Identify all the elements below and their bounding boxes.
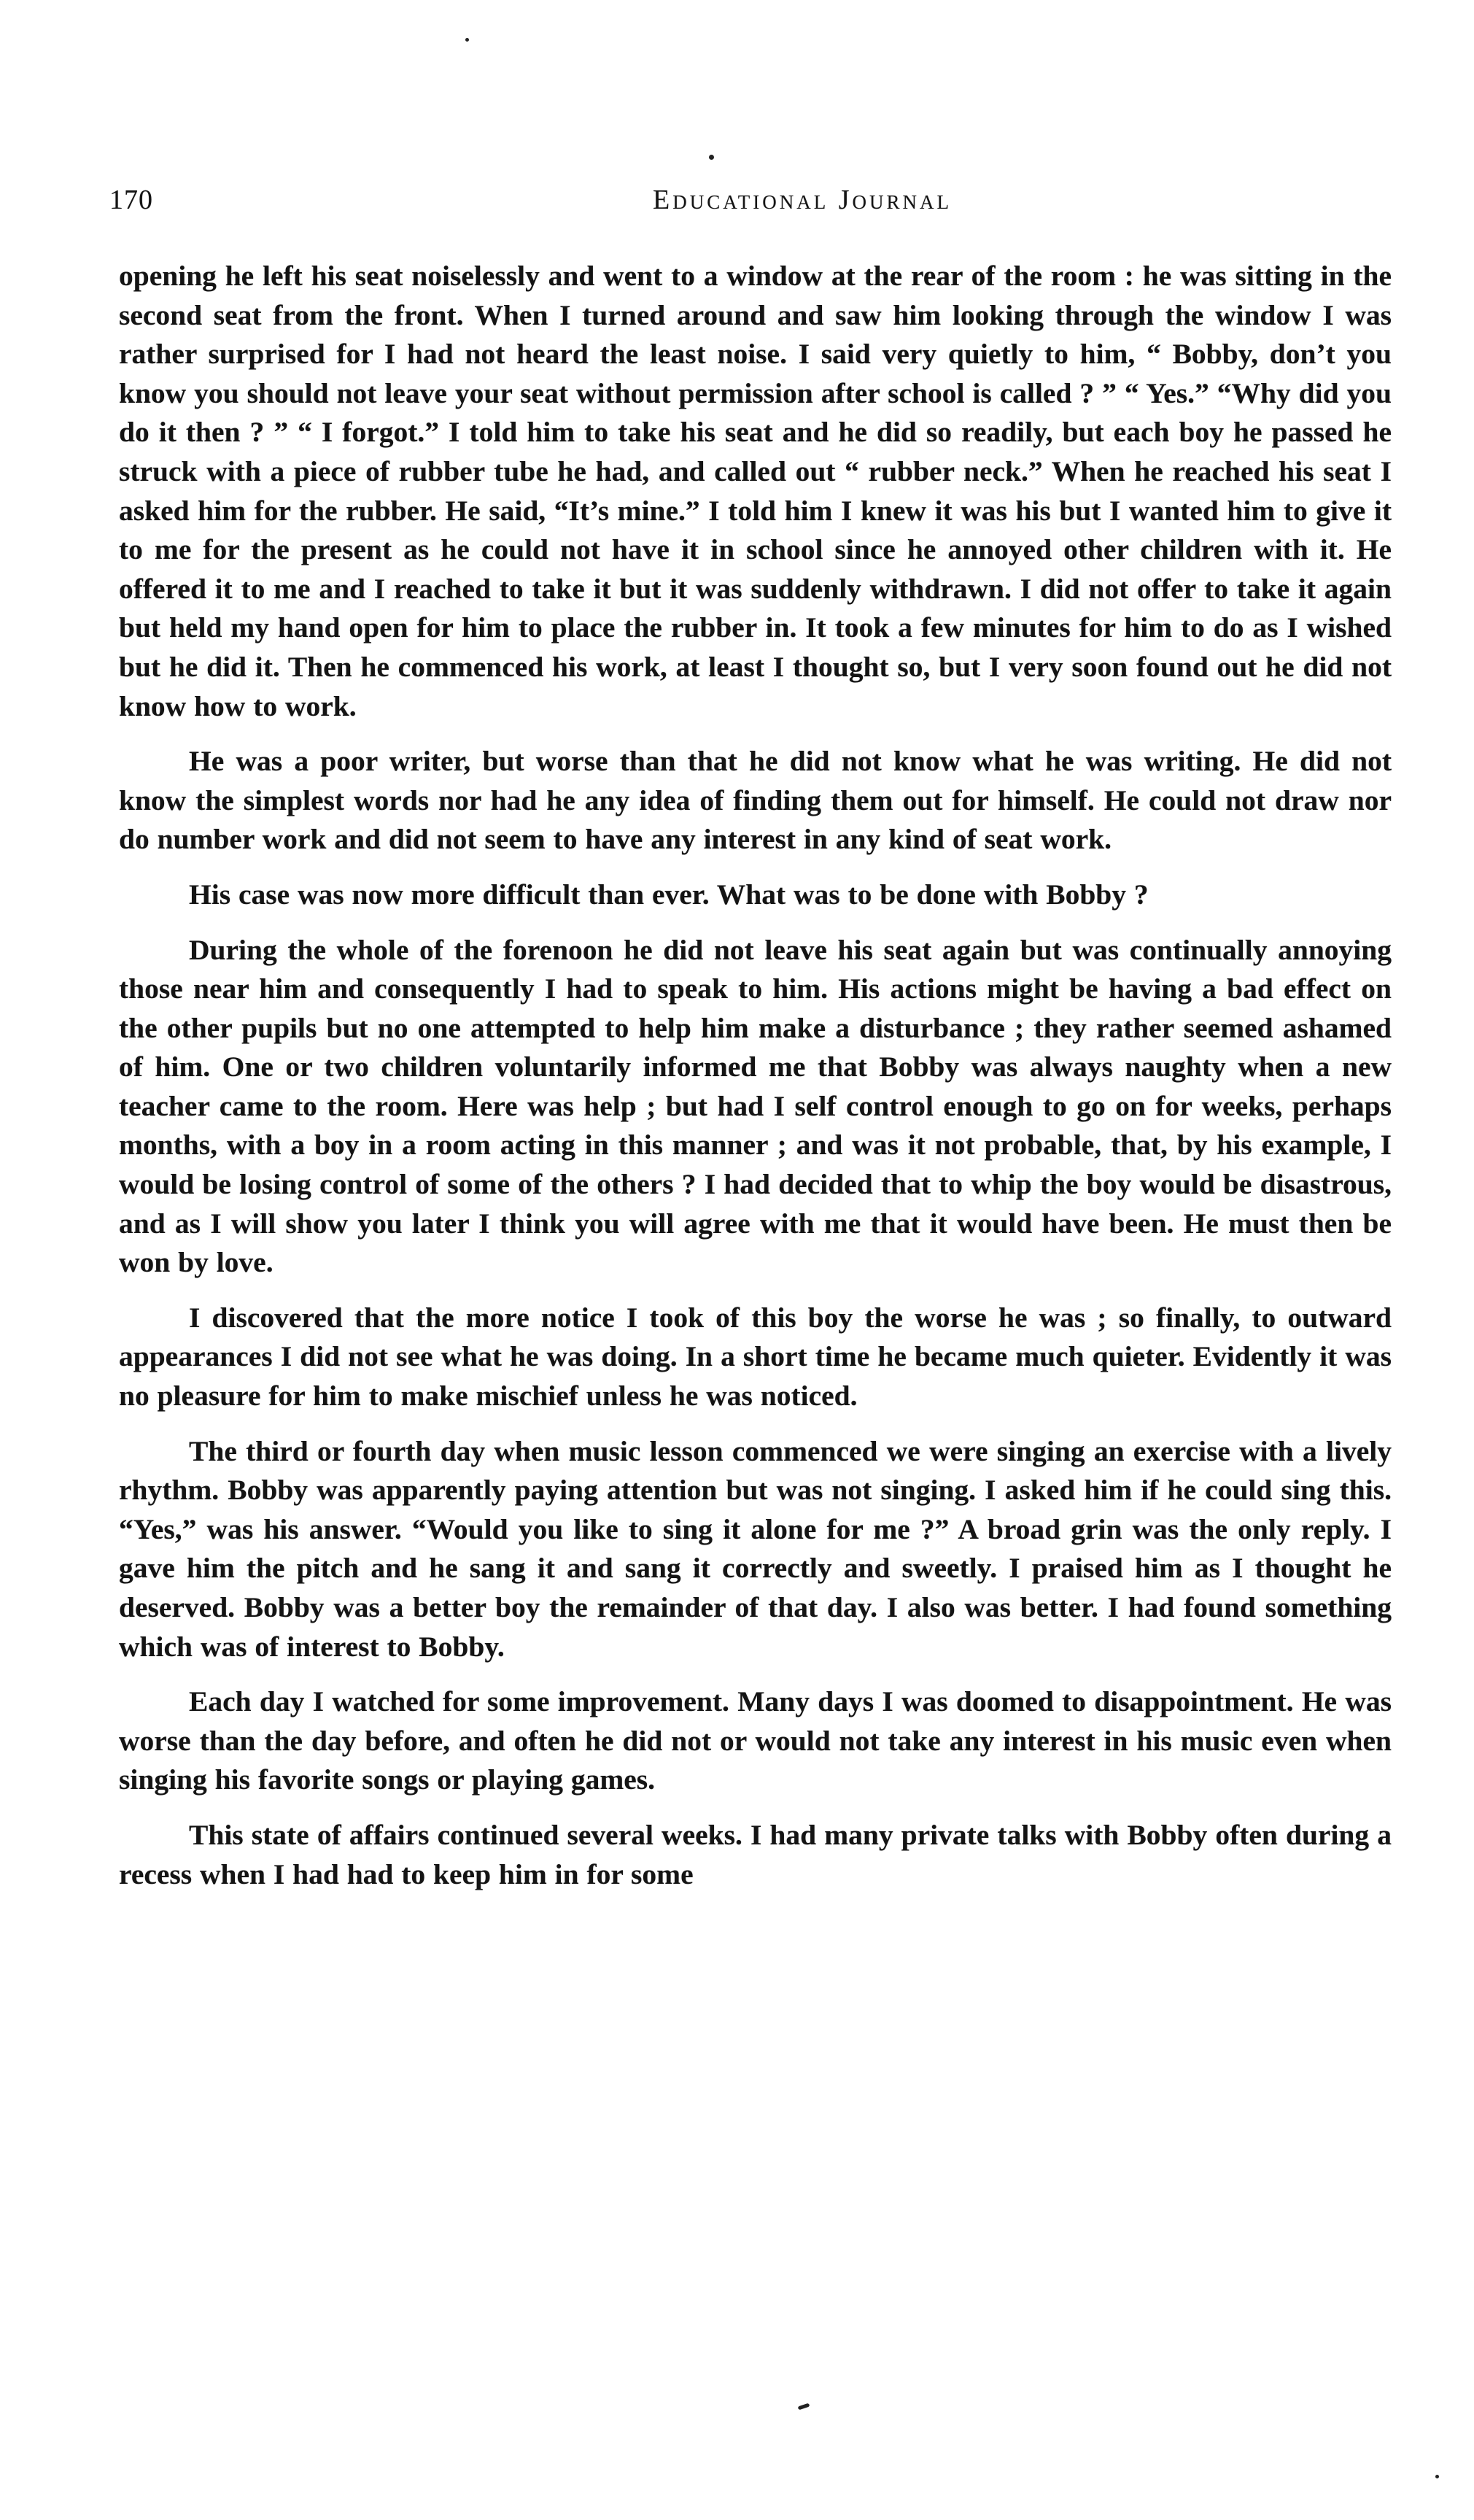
paragraph-2: He was a poor writer, but worse than that he did not know what he was writing. He did not know the simplest words nor had he any idea of finding them out for himself. He could not draw nor do number work and did not seem to have any interest in any kind of seat work. [119, 745, 1392, 856]
ink-speck [465, 38, 469, 42]
running-head: Educational Journal [653, 185, 952, 215]
paragraph-4: During the whole of the forenoon he did not leave his seat again but was continually annoying those near him and consequently I had to speak to him. His actions might be having a bad effect on the other pupils but no one attempted to help him make a disturbance ; they rather seemed ashamed of him. One or two children voluntarily informed me that Bobby was always naughty when a new teacher came to the room. Here was help ; but had I self control enough to go on for weeks, perhaps months, with a boy in a room acting in this manner ; and was it not probable, that, by his example, I would be losing control of some of the others ? I had decided that to whip the boy would be disastrous, and as I will show you later I think you will agree with me that it would have been. He must then be won by love. [119, 933, 1392, 1279]
paragraph-1: opening he left his seat noiselessly and went to a window at the rear of the room : he was sitting in the second seat from the front. When I turned around and saw him looking through the window I was rather surprised for I had not heard the least noise. I said very quietly to him, “ Bobby, don’t you know you should not leave your seat without permission after school is called ? ” “ Yes.” “Why did you do it then ? ” “ I forgot.” I told him to take his seat and he did so readily, but each boy he passed he struck with a piece of rubber tube he had, and called out “ rubber neck.” When he reached his seat I asked him for the rubber. He said, “It’s mine.” I told him I knew it was his but I wanted him to give it to me for the present as he could not have it in school since he annoyed other children with it. He offered it to me and I reached to take it but it was suddenly withdrawn. I did not offer to take it again but held my hand open for him to place the rubber in. It took a few minutes for him to do as I wished but he did it. Then he commenced his work, at least I thought so, but I very soon found out he did not know how to work. [119, 260, 1392, 722]
ink-speck [709, 155, 714, 160]
ink-speck [1435, 2475, 1439, 2478]
paragraph-3: His case was now more difficult than ever. What was to be done with Bobby ? [189, 878, 1149, 911]
paragraph-8: This state of affairs continued several weeks. I had many private talks with Bobby often during a recess when I had had to keep him in for some [119, 1818, 1392, 1890]
paragraph-5: I discovered that the more notice I took of this boy the worse he was ; so finally, to outward appearances I did not see what he was doing. In a short time he became much quieter. Evidently it was no pleasure for him to make mischief unless he was noticed. [119, 1301, 1392, 1412]
page-number: 170 [109, 185, 153, 215]
paragraph-7: Each day I watched for some improvement. Many days I was doomed to disappointment. He was worse than the day before, and often he did not or would not take any interest in his music even when singing his favorite songs or playing games. [119, 1685, 1392, 1796]
article-body [119, 257, 1392, 1894]
ink-speck [798, 2403, 810, 2411]
paragraph-6: The third or fourth day when music lesson commenced we were singing an exercise with a lively rhythm. Bobby was apparently paying attention but was not singing. I asked him if he could sing this. “Yes,” was his answer. “Would you like to sing it alone for me ?” A broad grin was the only reply. I gave him the pitch and he sang it and sang it correctly and sweetly. I praised him as I thought he deserved. Bobby was a better boy the remainder of that day. I also was better. I had found something which was of interest to Bobby. [119, 1434, 1392, 1663]
page-header [109, 184, 1408, 228]
